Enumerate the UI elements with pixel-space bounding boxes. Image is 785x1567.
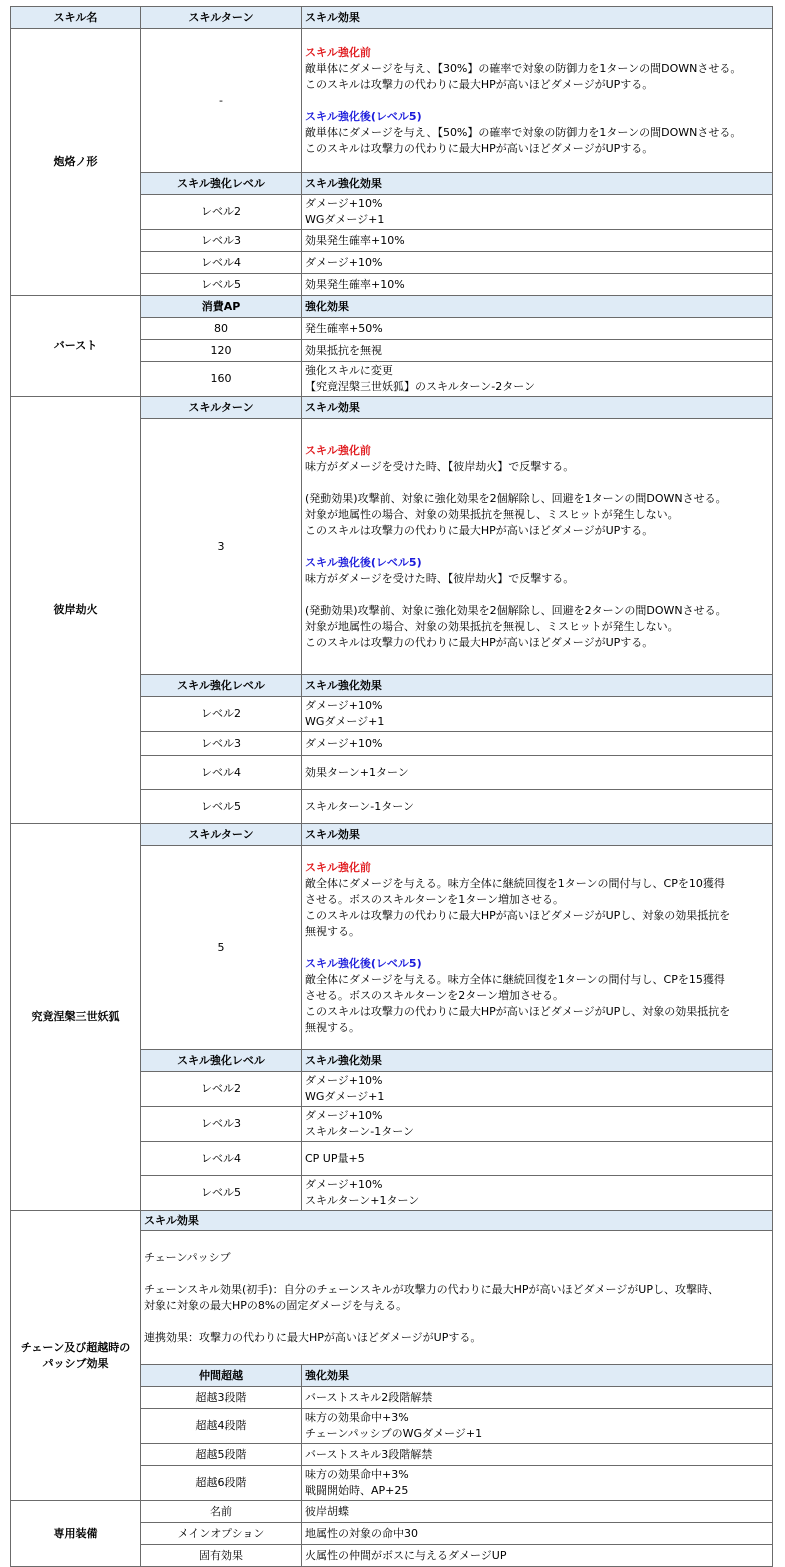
level-header: スキル強化レベル xyxy=(141,1050,302,1072)
skill-name: 専用装備 xyxy=(11,1501,141,1567)
effect-line: このスキルは攻撃力の代わりに最大HPが高いほどダメージがUPする。 xyxy=(305,141,654,155)
after-label: スキル強化後(レベル5) xyxy=(305,555,422,569)
effect-line: このスキルは攻撃力の代わりに最大HPが高いほどダメージがUPし、対象の効果抵抗を xyxy=(305,908,731,922)
equip-key: 固有効果 xyxy=(141,1545,302,1567)
burst-effect xyxy=(302,362,773,397)
effect-line: 敵全体にダメージを与える。味方全体に継続回復を1ターンの間付与し、CPを15獲得 xyxy=(305,972,725,986)
level-effect xyxy=(302,1107,773,1142)
level-effect: 効果ターン+1ターン xyxy=(302,756,773,790)
level-effect: スキルターン-1ターン xyxy=(302,790,773,824)
effect-line: 味方の効果命中+3% xyxy=(305,1411,409,1424)
effect-line: スキルターン-1ターン xyxy=(305,1125,414,1138)
skill-turn: 5 xyxy=(141,846,302,1050)
effect-line: 対象に対象の最大HPの8%の固定ダメージを与える。 xyxy=(144,1298,408,1312)
effect-header: スキル効果 xyxy=(302,824,773,846)
equip-key: メインオプション xyxy=(141,1523,302,1545)
effect-line: 無視する。 xyxy=(305,924,360,938)
skill-name xyxy=(11,1211,141,1501)
table-row xyxy=(11,397,773,419)
effect-line: このスキルは攻撃力の代わりに最大HPが高いほどダメージがUPする。 xyxy=(305,635,654,649)
transcend-effect xyxy=(302,1409,773,1444)
level-header: スキル強化レベル xyxy=(141,675,302,697)
level-cell: レベル4 xyxy=(141,756,302,790)
level-effect-header: スキル強化効果 xyxy=(302,173,773,195)
effect-line: ダメージ+10% xyxy=(305,1178,383,1191)
effect-line: させる。ボスのスキルターンを1ターン増加させる。 xyxy=(305,892,565,906)
level-effect: CP UP量+5 xyxy=(302,1142,773,1176)
equip-value: 地属性の対象の命中30 xyxy=(302,1523,773,1545)
ap-header: 消費AP xyxy=(141,296,302,318)
turn-header: スキルターン xyxy=(141,397,302,419)
transcend-effect-header: 強化効果 xyxy=(302,1365,773,1387)
effect-line: このスキルは攻撃力の代わりに最大HPが高いほどダメージがUPし、対象の効果抵抗を xyxy=(305,1004,731,1018)
chain-passive-title: チェーンパッシブ xyxy=(144,1250,231,1264)
before-label: スキル強化前 xyxy=(305,443,371,457)
table-header-row xyxy=(11,7,773,29)
level-cell: レベル2 xyxy=(141,195,302,230)
table-row xyxy=(11,296,773,318)
transcend-cell: 超越6段階 xyxy=(141,1466,302,1501)
effect-line: 敵単体にダメージを与え、【30%】の確率で対象の防御力を1ターンの間DOWNさせる。 xyxy=(305,61,742,75)
table-row xyxy=(11,824,773,846)
effect-line: 無視する。 xyxy=(305,1020,360,1034)
level-cell: レベル5 xyxy=(141,274,302,296)
effect-line: チェーンパッシブのWGダメージ+1 xyxy=(305,1427,483,1440)
level-effect: ダメージ+10% xyxy=(302,732,773,756)
level-effect: 効果発生確率+10% xyxy=(302,274,773,296)
skill-turn: - xyxy=(141,29,302,173)
effect-line: 味方がダメージを受けた時、【彼岸劫火】で反撃する。 xyxy=(305,459,575,473)
level-cell: レベル2 xyxy=(141,697,302,732)
transcend-cell: 超越5段階 xyxy=(141,1444,302,1466)
table-row xyxy=(11,1501,773,1523)
effect-line: させる。ボスのスキルターンを2ターン増加させる。 xyxy=(305,988,565,1002)
chain-effect-header: スキル効果 xyxy=(141,1211,773,1231)
effect-line: ダメージ+10% xyxy=(305,699,383,712)
transcend-cell: 超越4段階 xyxy=(141,1409,302,1444)
effect-line: ダメージ+10% xyxy=(305,1074,383,1087)
equip-value: 火属性の仲間がボスに与えるダメージUP xyxy=(302,1545,773,1567)
before-label: スキル強化前 xyxy=(305,860,371,874)
skill-name: 究竟涅槃三世妖狐 xyxy=(11,824,141,1211)
skill-effect xyxy=(302,419,773,675)
level-effect: ダメージ+10% xyxy=(302,252,773,274)
ap-cell: 80 xyxy=(141,318,302,340)
after-label: スキル強化後(レベル5) xyxy=(305,956,422,970)
header-skill-name: スキル名 xyxy=(11,7,141,29)
effect-line: WGダメージ+1 xyxy=(305,1090,385,1103)
ap-cell: 160 xyxy=(141,362,302,397)
level-cell: レベル2 xyxy=(141,1072,302,1107)
ap-cell: 120 xyxy=(141,340,302,362)
equip-value: 彼岸胡蝶 xyxy=(302,1501,773,1523)
table-row xyxy=(11,29,773,173)
effect-line: 連携効果：攻撃力の代わりに最大HPが高いほどダメージがUPする。 xyxy=(144,1330,482,1344)
skill-effect xyxy=(302,846,773,1050)
level-effect-header: スキル強化効果 xyxy=(302,1050,773,1072)
effect-line: チェーンスキル効果(初手)：自分のチェーンスキルが攻撃力の代わりに最大HPが高いほどダメージがUPし、攻撃時、 xyxy=(144,1282,719,1296)
skill-table xyxy=(10,6,773,1567)
level-effect-header: スキル強化効果 xyxy=(302,675,773,697)
chain-effect xyxy=(141,1231,773,1365)
table-row xyxy=(11,1211,773,1231)
transcend-effect: バーストスキル3段階解禁 xyxy=(302,1444,773,1466)
burst-effect: 発生確率+50% xyxy=(302,318,773,340)
effect-line: 戦闘開始時、AP+25 xyxy=(305,1484,409,1497)
effect-line: 強化スキルに変更 xyxy=(305,364,393,377)
turn-header: スキルターン xyxy=(141,824,302,846)
level-effect: 効果発生確率+10% xyxy=(302,230,773,252)
level-effect xyxy=(302,1176,773,1211)
effect-line: 対象が地属性の場合、対象の効果抵抗を無視し、ミスヒットが発生しない。 xyxy=(305,507,679,521)
transcend-cell: 超越3段階 xyxy=(141,1387,302,1409)
level-cell: レベル5 xyxy=(141,790,302,824)
effect-line: 対象が地属性の場合、対象の効果抵抗を無視し、ミスヒットが発生しない。 xyxy=(305,619,679,633)
effect-line: 味方がダメージを受けた時、【彼岸劫火】で反撃する。 xyxy=(305,571,575,585)
transcend-effect: バーストスキル2段階解禁 xyxy=(302,1387,773,1409)
skill-effect xyxy=(302,29,773,173)
effect-line: 【究竟涅槃三世妖狐】のスキルターン-2ターン xyxy=(305,380,535,393)
level-header: スキル強化レベル xyxy=(141,173,302,195)
effect-line: WGダメージ+1 xyxy=(305,715,385,728)
skill-name: バースト xyxy=(11,296,141,397)
effect-line: 敵全体にダメージを与える。味方全体に継続回復を1ターンの間付与し、CPを10獲得 xyxy=(305,876,725,890)
chain-name-line: チェーン及び超越時の xyxy=(20,1340,131,1354)
equip-key: 名前 xyxy=(141,1501,302,1523)
after-label: スキル強化後(レベル5) xyxy=(305,109,422,123)
effect-line: ダメージ+10% xyxy=(305,1109,383,1122)
level-effect xyxy=(302,697,773,732)
skill-name: 炮烙ノ形 xyxy=(11,29,141,296)
skill-turn: 3 xyxy=(141,419,302,675)
effect-line: 敵単体にダメージを与え、【50%】の確率で対象の防御力を1ターンの間DOWNさせる。 xyxy=(305,125,742,139)
effect-line: WGダメージ+1 xyxy=(305,213,385,226)
level-cell: レベル4 xyxy=(141,1142,302,1176)
effect-line: このスキルは攻撃力の代わりに最大HPが高いほどダメージがUPする。 xyxy=(305,523,654,537)
effect-line: (発動効果)攻撃前、対象に強化効果を2個解除し、回避を1ターンの間DOWNさせる。 xyxy=(305,491,727,505)
effect-line: スキルターン+1ターン xyxy=(305,1194,420,1207)
header-skill-effect: スキル効果 xyxy=(302,7,773,29)
before-label: スキル強化前 xyxy=(305,45,371,59)
chain-name-line: パッシブ効果 xyxy=(42,1356,109,1370)
effect-header: スキル効果 xyxy=(302,397,773,419)
level-cell: レベル4 xyxy=(141,252,302,274)
effect-line: ダメージ+10% xyxy=(305,197,383,210)
level-effect xyxy=(302,195,773,230)
effect-line: 味方の効果命中+3% xyxy=(305,1468,409,1481)
transcend-header: 仲間超越 xyxy=(141,1365,302,1387)
level-cell: レベル5 xyxy=(141,1176,302,1211)
level-cell: レベル3 xyxy=(141,1107,302,1142)
level-cell: レベル3 xyxy=(141,732,302,756)
effect-line: (発動効果)攻撃前、対象に強化効果を2個解除し、回避を2ターンの間DOWNさせる。 xyxy=(305,603,727,617)
effect-line: このスキルは攻撃力の代わりに最大HPが高いほどダメージがUPする。 xyxy=(305,77,654,91)
level-effect xyxy=(302,1072,773,1107)
header-skill-turn: スキルターン xyxy=(141,7,302,29)
burst-effect: 効果抵抗を無視 xyxy=(302,340,773,362)
level-cell: レベル3 xyxy=(141,230,302,252)
skill-name: 彼岸劫火 xyxy=(11,397,141,824)
transcend-effect xyxy=(302,1466,773,1501)
burst-effect-header: 強化効果 xyxy=(302,296,773,318)
